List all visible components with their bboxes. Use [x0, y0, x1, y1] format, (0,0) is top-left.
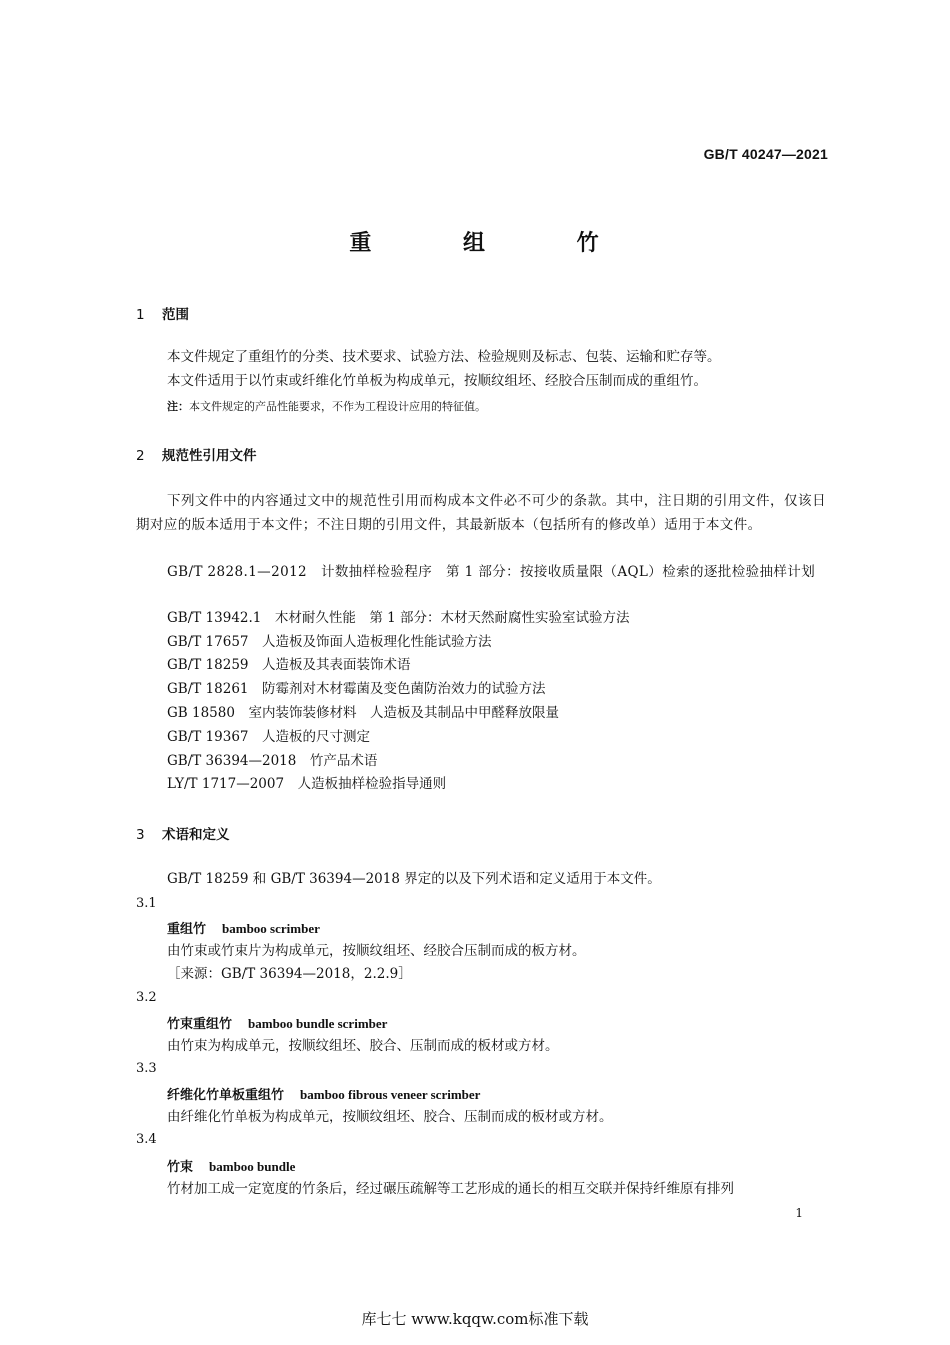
term-zh: 竹束重组竹: [167, 1017, 233, 1032]
note-label: 注：: [167, 400, 189, 413]
term-en: bamboo bundle scrimber: [248, 1016, 388, 1031]
term-definition: 竹材加工成一定宽度的竹条后，经过碾压疏解等工艺形成的通长的相互交联并保持纤维原有排列: [167, 1181, 734, 1197]
term-heading: [167, 1084, 480, 1103]
references-intro: 下列文件中的内容通过文中的规范性引用而构成本文件必不可少的条款。其中，注日期的引用文件，仅该日期对应的版本适用于本文件；不注日期的引用文件，其最新版本（包括所有的修改单）适用于本文件。: [136, 493, 826, 533]
term-definition: 由竹束为构成单元，按顺纹组坯、胶合、压制而成的板材或方材。: [167, 1038, 559, 1054]
section-number: 1: [136, 307, 145, 323]
term-en: bamboo scrimber: [222, 921, 320, 936]
term-heading: [167, 1013, 387, 1032]
scope-line-1: 本文件规定了重组竹的分类、技术要求、试验方法、检验规则及标志、包装、运输和贮存等。: [167, 349, 721, 365]
section-title: 规范性引用文件: [162, 448, 257, 464]
term-zh: 纤维化竹单板重组竹: [167, 1088, 285, 1103]
section-number: 2: [136, 448, 145, 464]
note-text: 本文件规定的产品性能要求，不作为工程设计应用的特征值。: [189, 400, 486, 413]
section-title: 术语和定义: [162, 827, 230, 843]
reference-item: GB/T 18259 人造板及其表面装饰术语: [167, 657, 411, 673]
section-2-heading: [136, 444, 257, 464]
footer-watermark: 库七七 www.kqqw.com标准下载: [361, 1310, 589, 1328]
section-title: 范围: [162, 307, 189, 323]
reference-item: GB/T 13942.1 木材耐久性能 第 1 部分：木材天然耐腐性实验室试验方法: [167, 610, 630, 626]
term-number: 3.3: [136, 1061, 157, 1076]
reference-item: GB/T 18261 防霉剂对木材霉菌及变色菌防治效力的试验方法: [167, 681, 546, 697]
term-en: bamboo bundle: [209, 1159, 296, 1174]
term-definition: 由竹束或竹束片为构成单元，按顺纹组坯、经胶合压制而成的板方材。: [167, 943, 586, 959]
term-number: 3.2: [136, 990, 157, 1005]
reference-item: GB/T 2828.1—2012 计数抽样检验程序 第 1 部分：按接收质量限（AQL）检索的逐批检验抽样计划: [167, 564, 816, 580]
page-number: 1: [795, 1206, 803, 1220]
reference-item: GB/T 36394—2018 竹产品术语: [167, 753, 378, 769]
term-definition: 由纤维化竹单板为构成单元，按顺纹组坯、胶合、压制而成的板材或方材。: [167, 1109, 613, 1125]
reference-item: GB 18580 室内装饰装修材料 人造板及其制品中甲醛释放限量: [167, 705, 559, 721]
term-number: 3.1: [136, 896, 157, 911]
terms-intro: GB/T 18259 和 GB/T 36394—2018 界定的以及下列术语和定义适用于本文件。: [167, 871, 661, 887]
standard-number: GB/T 40247—2021: [703, 146, 828, 162]
scope-line-2: 本文件适用于以竹束或纤维化竹单板为构成单元，按顺纹组坯、经胶合压制而成的重组竹。: [167, 373, 707, 389]
term-zh: 重组竹: [167, 922, 207, 937]
term-source: ［来源：GB/T 36394—2018，2.2.9］: [167, 966, 412, 982]
reference-item: LY/T 1717—2007 人造板抽样检验指导通则: [167, 776, 447, 792]
section-1-heading: [136, 303, 189, 323]
section-number: 3: [136, 827, 145, 843]
scope-note: [167, 398, 486, 414]
term-heading: [167, 918, 320, 937]
term-heading: [167, 1156, 295, 1175]
page-title: 重 组 竹: [349, 231, 641, 256]
section-3-heading: [136, 823, 230, 843]
reference-item: GB/T 17657 人造板及饰面人造板理化性能试验方法: [167, 634, 492, 650]
reference-item: GB/T 19367 人造板的尺寸测定: [167, 729, 370, 745]
term-en: bamboo fibrous veneer scrimber: [300, 1087, 481, 1102]
term-zh: 竹束: [167, 1160, 194, 1175]
term-number: 3.4: [136, 1132, 157, 1147]
